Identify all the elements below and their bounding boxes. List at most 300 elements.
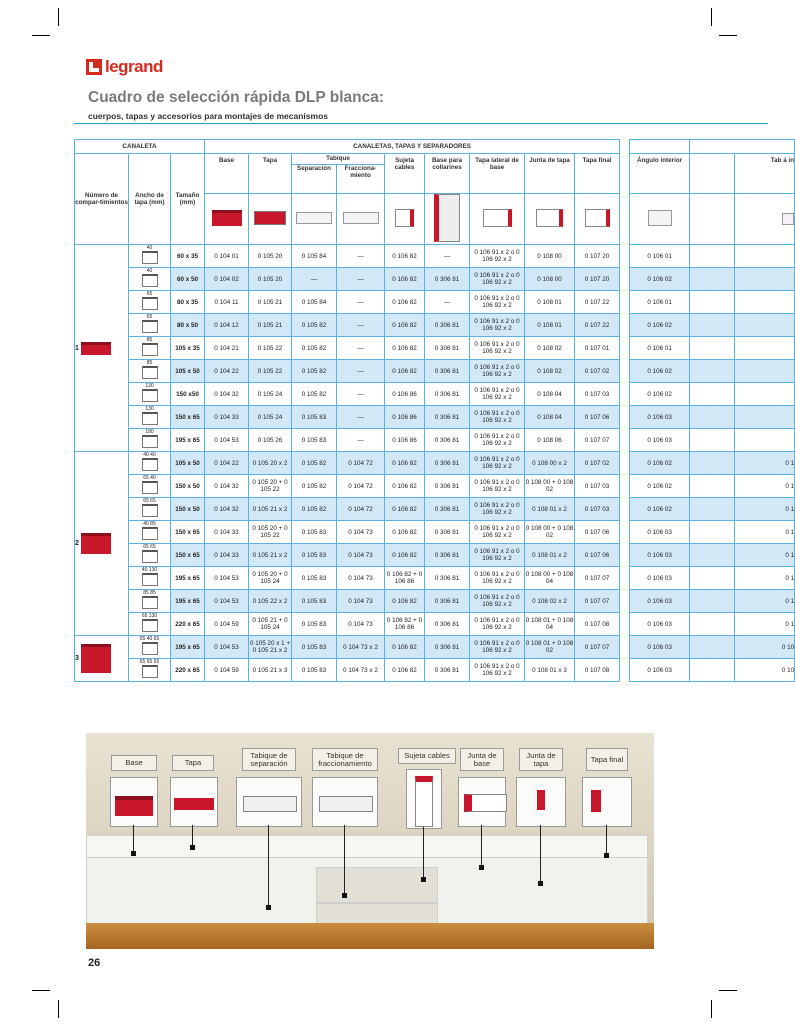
angulo-interior-icon — [648, 210, 672, 226]
angulo-cell: 0 106 03 — [630, 544, 690, 567]
col-partial: Tab á in — [735, 154, 795, 194]
section-profile-icon — [142, 366, 158, 379]
col-cell: 0 306 81 — [425, 314, 470, 337]
junta-cell: 0 108 00 + 0 108 02 — [525, 521, 575, 544]
section-label: 3 — [75, 655, 79, 663]
size-cell: 150 x 50 — [171, 498, 205, 521]
section-cell — [75, 245, 129, 452]
width-label: 65 — [146, 290, 153, 297]
sep-cell: 0 105 82 — [292, 314, 337, 337]
page-subtitle: cuerpos, tapas y accesorios para montajes de mecanismos — [88, 111, 328, 121]
frac-cell: — — [337, 406, 385, 429]
width-cell — [129, 337, 171, 360]
width-cell — [129, 383, 171, 406]
table-row — [75, 659, 795, 682]
base-cell: 0 104 32 — [205, 475, 249, 498]
table-row — [75, 337, 795, 360]
final-cell: 0 107 22 — [575, 291, 620, 314]
junta-cell: 0 108 00 x 2 — [525, 452, 575, 475]
angulo-cell: 0 106 01 — [630, 291, 690, 314]
suj-cell: 0 106 82 — [385, 521, 425, 544]
base-cell: 0 104 53 — [205, 636, 249, 659]
table-row — [75, 406, 795, 429]
partial-cell — [735, 314, 795, 337]
sep-cell: 0 105 84 — [292, 245, 337, 268]
sep-cell: 0 105 82 — [292, 452, 337, 475]
base-cell: 0 104 53 — [205, 590, 249, 613]
col-separacion: Separación — [292, 165, 337, 194]
suj-cell: 0 106 82 — [385, 360, 425, 383]
angulo-cell: 0 106 03 — [630, 567, 690, 590]
junta-cell: 0 108 02 x 2 — [525, 590, 575, 613]
tapa-cell: 0 105 24 — [249, 406, 292, 429]
table-body — [75, 245, 795, 682]
selection-table — [74, 139, 795, 682]
angulo-cell: 0 106 03 — [630, 590, 690, 613]
lat-cell: 0 106 91 x 2 o 0 106 92 x 2 — [470, 360, 525, 383]
crop-mark — [32, 990, 50, 991]
table-row — [75, 268, 795, 291]
base-cell: 0 104 12 — [205, 314, 249, 337]
lat-cell: 0 106 91 x 2 o 0 106 92 x 2 — [470, 567, 525, 590]
final-cell: 0 107 03 — [575, 498, 620, 521]
section-profile-icon — [142, 642, 158, 655]
partial-cell — [735, 383, 795, 406]
partial-icon — [782, 213, 794, 225]
suj-cell: 0 106 82 — [385, 659, 425, 682]
page-title: Cuadro de selección rápida DLP blanca: — [88, 89, 385, 106]
size-cell: 150 x 65 — [171, 406, 205, 429]
floor — [86, 923, 654, 949]
junta-cell: 0 108 02 — [525, 337, 575, 360]
lat-cell: 0 106 91 x 2 o 0 106 92 x 2 — [470, 245, 525, 268]
junta-cell: 0 108 01 + 0 108 04 — [525, 613, 575, 636]
crop-mark — [719, 35, 737, 36]
width-cell — [129, 452, 171, 475]
final-cell: 0 107 20 — [575, 245, 620, 268]
col-cell: 0 306 81 — [425, 429, 470, 452]
table-row — [75, 429, 795, 452]
frac-cell: 0 104 72 — [337, 498, 385, 521]
size-cell: 105 x 35 — [171, 337, 205, 360]
width-label: 40 — [146, 267, 153, 274]
size-cell: 195 x 65 — [171, 567, 205, 590]
brand-logo-icon — [86, 59, 102, 75]
suj-cell: 0 106 82 — [385, 544, 425, 567]
col-cell: 0 306 81 — [425, 544, 470, 567]
divider — [74, 123, 768, 124]
sep-cell: 0 105 82 — [292, 475, 337, 498]
junta-cell: 0 108 01 x 3 — [525, 659, 575, 682]
size-cell: 150 x50 — [171, 383, 205, 406]
lat-cell: 0 106 91 x 2 o 0 106 92 x 2 — [470, 429, 525, 452]
tapa-lateral-icon — [483, 209, 512, 227]
partial-cell — [735, 429, 795, 452]
frac-cell: 0 104 72 — [337, 475, 385, 498]
col-cell: 0 306 81 — [425, 475, 470, 498]
tapa-cell: 0 105 20 — [249, 268, 292, 291]
partial-cell: 0 10 — [735, 659, 795, 682]
final-cell: 0 107 07 — [575, 567, 620, 590]
width-label: 130 — [145, 405, 154, 412]
tapa-cell: 0 105 22 — [249, 337, 292, 360]
width-label: 65 — [146, 313, 153, 320]
frac-cell: 0 104 73 — [337, 567, 385, 590]
col-tapa: Tapa — [249, 154, 292, 194]
partial-cell — [735, 406, 795, 429]
sep-cell: 0 105 82 — [292, 360, 337, 383]
tapa-cell: 0 105 26 — [249, 429, 292, 452]
width-label: 65 40 — [143, 474, 156, 481]
section-profile-icon — [142, 320, 158, 333]
junta-cell: 0 108 06 — [525, 429, 575, 452]
width-cell — [129, 245, 171, 268]
section-profile-icon — [142, 550, 158, 563]
suj-cell: 0 106 86 — [385, 383, 425, 406]
tapa-cell: 0 105 20 + 0 105 24 — [249, 567, 292, 590]
junta-cell: 0 108 04 — [525, 406, 575, 429]
tapa-cell: 0 105 20 x 2 — [249, 452, 292, 475]
final-cell: 0 107 06 — [575, 406, 620, 429]
col-cell: 0 306 81 — [425, 383, 470, 406]
tapa-cell: 0 105 20 + 0 105 22 — [249, 521, 292, 544]
sep-cell: 0 105 82 — [292, 337, 337, 360]
base-cell: 0 104 33 — [205, 521, 249, 544]
final-cell: 0 107 08 — [575, 659, 620, 682]
width-cell — [129, 429, 171, 452]
col-tapa-final: Tapa final — [575, 154, 620, 194]
col-cell: 0 306 81 — [425, 590, 470, 613]
width-label: 85 85 — [143, 589, 156, 596]
size-cell: 60 x 35 — [171, 245, 205, 268]
suj-cell: 0 106 86 — [385, 429, 425, 452]
width-cell — [129, 659, 171, 682]
figure-label-fraccionamiento: Tabique de fraccionamiento — [312, 748, 378, 771]
col-cell: 0 306 81 — [425, 360, 470, 383]
crop-mark — [58, 1000, 59, 1018]
angulo-cell: 0 106 01 — [630, 337, 690, 360]
partial-cell: 0 1 — [735, 521, 795, 544]
junta-cell: 0 108 01 + 0 108 02 — [525, 636, 575, 659]
suj-cell: 0 106 82 — [385, 291, 425, 314]
lat-cell: 0 106 91 x 2 o 0 106 92 x 2 — [470, 452, 525, 475]
size-cell: 60 x 50 — [171, 268, 205, 291]
partial-cell: 0 1 — [735, 475, 795, 498]
suj-cell: 0 106 82 + 0 106 86 — [385, 613, 425, 636]
table-row — [75, 613, 795, 636]
junta-cell: 0 108 01 — [525, 314, 575, 337]
section-profile-icon — [142, 619, 158, 632]
lat-cell: 0 106 91 x 2 o 0 106 92 x 2 — [470, 590, 525, 613]
section-profile-icon — [142, 573, 158, 586]
junta-cell: 0 108 01 x 2 — [525, 544, 575, 567]
sep-cell: 0 105 83 — [292, 659, 337, 682]
final-cell: 0 107 06 — [575, 544, 620, 567]
final-cell: 0 107 03 — [575, 383, 620, 406]
size-cell: 220 x 65 — [171, 659, 205, 682]
fraccionamiento-icon — [343, 212, 379, 224]
suj-cell: 0 106 86 — [385, 406, 425, 429]
base-cell: 0 104 53 — [205, 429, 249, 452]
junta-tapa-image — [516, 777, 566, 827]
width-cell — [129, 268, 171, 291]
base-cell: 0 104 53 — [205, 567, 249, 590]
size-cell: 150 x 65 — [171, 521, 205, 544]
final-cell: 0 107 22 — [575, 314, 620, 337]
partial-cell — [735, 245, 795, 268]
frac-cell: 0 104 73 — [337, 590, 385, 613]
width-cell — [129, 636, 171, 659]
section-profile-icon — [142, 389, 158, 402]
final-cell: 0 107 20 — [575, 268, 620, 291]
col-ancho: Ancho de tapa (mm) — [129, 154, 171, 245]
width-label: 40 85 — [143, 520, 156, 527]
junta-cell: 0 108 00 + 0 108 02 — [525, 475, 575, 498]
final-cell: 0 107 02 — [575, 452, 620, 475]
col-cell: 0 306 81 — [425, 452, 470, 475]
table-row — [75, 521, 795, 544]
width-label: 40 40 — [143, 451, 156, 458]
width-label: 65 130 — [141, 612, 158, 619]
suj-cell: 0 106 82 — [385, 498, 425, 521]
sep-cell: 0 105 83 — [292, 636, 337, 659]
width-label: 65 65 — [143, 543, 156, 550]
partial-cell: 0 10 — [735, 636, 795, 659]
col-cell: — — [425, 291, 470, 314]
size-cell: 195 x 65 — [171, 590, 205, 613]
lat-cell: 0 106 91 x 2 o 0 106 92 x 2 — [470, 521, 525, 544]
col-tapa-lateral: Tapa lateral de base — [470, 154, 525, 194]
sep-cell: — — [292, 268, 337, 291]
tapa-cell: 0 105 21 x 2 — [249, 544, 292, 567]
section-trunking-icon — [81, 644, 111, 673]
figure-label-base: Base — [111, 755, 157, 771]
suj-cell: 0 106 82 — [385, 245, 425, 268]
junta-cell: 0 108 01 x 2 — [525, 498, 575, 521]
section-profile-icon — [142, 435, 158, 448]
frac-cell: 0 104 73 — [337, 613, 385, 636]
width-cell — [129, 498, 171, 521]
crop-mark — [711, 1000, 712, 1018]
final-cell: 0 107 02 — [575, 360, 620, 383]
angulo-cell: 0 106 03 — [630, 429, 690, 452]
table-row — [75, 314, 795, 337]
col-base: Base — [205, 154, 249, 194]
lat-cell: 0 106 91 x 2 o 0 106 92 x 2 — [470, 659, 525, 682]
col-cell: — — [425, 245, 470, 268]
group-header-canaleta: CANALETA — [75, 140, 205, 154]
fraccionamiento-image — [312, 777, 378, 827]
angulo-cell: 0 106 03 — [630, 406, 690, 429]
tapa-cell: 0 105 22 x 2 — [249, 590, 292, 613]
section-profile-icon — [142, 504, 158, 517]
col-cell: 0 306 81 — [425, 521, 470, 544]
figure-label-tapa: Tapa — [172, 755, 214, 771]
col-cell: 0 306 81 — [425, 268, 470, 291]
crop-mark — [58, 8, 59, 26]
frac-cell: 0 104 73 x 2 — [337, 636, 385, 659]
final-cell: 0 107 07 — [575, 590, 620, 613]
section-trunking-icon — [81, 533, 111, 554]
sep-cell: 0 105 83 — [292, 567, 337, 590]
section-profile-icon — [142, 481, 158, 494]
section-label: 1 — [75, 344, 79, 352]
size-cell: 195 x 65 — [171, 429, 205, 452]
tapa-cell: 0 105 21 x 3 — [249, 659, 292, 682]
base-cell: 0 104 22 — [205, 360, 249, 383]
col-fraccionamiento: Fracciona-miento — [337, 165, 385, 194]
angulo-cell: 0 106 03 — [630, 659, 690, 682]
col-cell: 0 306 81 — [425, 406, 470, 429]
suj-cell: 0 106 82 — [385, 337, 425, 360]
width-label: 40 130 — [141, 566, 158, 573]
col-tamano: Tamaño (mm) — [171, 154, 205, 245]
col-cell: 0 306 81 — [425, 567, 470, 590]
size-cell: 150 x 50 — [171, 475, 205, 498]
lat-cell: 0 106 91 x 2 o 0 106 92 x 2 — [470, 383, 525, 406]
lat-cell: 0 106 91 x 2 o 0 106 92 x 2 — [470, 636, 525, 659]
angulo-cell: 0 106 01 — [630, 245, 690, 268]
width-label: 40 — [146, 244, 153, 251]
lat-cell: 0 106 91 x 2 o 0 106 92 x 2 — [470, 314, 525, 337]
base-cell: 0 104 59 — [205, 659, 249, 682]
section-label: 2 — [75, 540, 79, 548]
final-cell: 0 107 01 — [575, 337, 620, 360]
tapa-cell: 0 105 20 x 1 + 0 105 21 x 2 — [249, 636, 292, 659]
figure-label-sujeta: Sujeta cables — [398, 748, 456, 764]
lat-cell: 0 106 91 x 2 o 0 106 92 x 2 — [470, 291, 525, 314]
width-label: 130 — [145, 382, 154, 389]
frac-cell: — — [337, 245, 385, 268]
junta-cell: 0 108 00 — [525, 245, 575, 268]
partial-cell — [735, 291, 795, 314]
sep-cell: 0 105 83 — [292, 521, 337, 544]
sep-cell: 0 105 83 — [292, 613, 337, 636]
suj-cell: 0 106 82 — [385, 314, 425, 337]
section-trunking-icon — [81, 342, 111, 355]
partial-cell: 0 1 — [735, 544, 795, 567]
suj-cell: 0 106 82 — [385, 268, 425, 291]
width-cell — [129, 291, 171, 314]
table-row — [75, 452, 795, 475]
tapa-cell: 0 105 21 — [249, 314, 292, 337]
sujeta-image — [406, 769, 442, 829]
frac-cell: — — [337, 314, 385, 337]
tapa-cell: 0 105 24 — [249, 383, 292, 406]
tapa-final-image — [582, 777, 632, 827]
figure-label-separacion: Tabique de separación — [242, 748, 296, 771]
base-cell: 0 104 01 — [205, 245, 249, 268]
frac-cell: — — [337, 383, 385, 406]
suj-cell: 0 106 82 — [385, 452, 425, 475]
table-row — [75, 360, 795, 383]
lat-cell: 0 106 91 x 2 o 0 106 92 x 2 — [470, 613, 525, 636]
size-cell: 80 x 50 — [171, 314, 205, 337]
sujeta-cables-icon — [395, 209, 414, 227]
lat-cell: 0 106 91 x 2 o 0 106 92 x 2 — [470, 544, 525, 567]
final-cell: 0 107 07 — [575, 429, 620, 452]
sep-cell: 0 105 82 — [292, 383, 337, 406]
col-sujeta: Sujeta cables — [385, 154, 425, 194]
crop-mark — [711, 8, 712, 26]
partial-cell: 0 1 — [735, 590, 795, 613]
table-row — [75, 590, 795, 613]
width-cell — [129, 475, 171, 498]
table-row — [75, 291, 795, 314]
partial-cell: 0 1 — [735, 498, 795, 521]
separacion-icon — [296, 212, 332, 224]
table-row — [75, 245, 795, 268]
angulo-cell: 0 106 02 — [630, 268, 690, 291]
section-profile-icon — [142, 527, 158, 540]
junta-cell: 0 108 02 — [525, 360, 575, 383]
suj-cell: 0 106 82 — [385, 636, 425, 659]
group-header-canaletas: CANALETAS, TAPAS Y SEPARADORES — [205, 140, 620, 154]
angulo-cell: 0 106 02 — [630, 383, 690, 406]
size-cell: 195 x 65 — [171, 636, 205, 659]
base-collarines-icon — [434, 194, 460, 242]
width-cell — [129, 567, 171, 590]
lat-cell: 0 106 91 x 2 o 0 106 92 x 2 — [470, 498, 525, 521]
sep-cell: 0 105 83 — [292, 590, 337, 613]
frac-cell: 0 104 73 — [337, 544, 385, 567]
crop-mark — [32, 35, 50, 36]
lat-cell: 0 106 91 x 2 o 0 106 92 x 2 — [470, 268, 525, 291]
partial-cell — [735, 268, 795, 291]
table-row — [75, 567, 795, 590]
width-cell — [129, 544, 171, 567]
sep-cell: 0 105 83 — [292, 429, 337, 452]
width-cell — [129, 590, 171, 613]
partial-cell: 0 1 — [735, 613, 795, 636]
angulo-cell: 0 106 02 — [630, 314, 690, 337]
base-cell: 0 104 33 — [205, 406, 249, 429]
suj-cell: 0 106 82 — [385, 590, 425, 613]
col-junta: Junta de tapa — [525, 154, 575, 194]
final-cell: 0 107 03 — [575, 475, 620, 498]
col-cell: 0 306 81 — [425, 337, 470, 360]
base-image — [110, 777, 158, 827]
trunking-illustration — [86, 835, 648, 859]
col-cell: 0 306 81 — [425, 613, 470, 636]
col-compartimientos: Número de compar-timientos — [75, 154, 129, 245]
table-row — [75, 383, 795, 406]
angulo-cell: 0 106 02 — [630, 452, 690, 475]
frac-cell: 0 104 73 x 2 — [337, 659, 385, 682]
width-label: 85 — [146, 359, 153, 366]
col-cell: 0 306 81 — [425, 498, 470, 521]
sep-cell: 0 105 83 — [292, 406, 337, 429]
section-profile-icon — [142, 412, 158, 425]
base-cell: 0 104 32 — [205, 498, 249, 521]
angulo-cell: 0 106 02 — [630, 475, 690, 498]
frac-cell: — — [337, 429, 385, 452]
base-cell: 0 104 11 — [205, 291, 249, 314]
figure-label-junta-tapa: Junta de tapa — [519, 748, 563, 771]
product-figure — [86, 733, 654, 949]
tapa-cell: 0 105 21 + 0 105 24 — [249, 613, 292, 636]
suj-cell: 0 106 82 — [385, 475, 425, 498]
width-cell — [129, 360, 171, 383]
size-cell: 105 x 50 — [171, 452, 205, 475]
base-cell: 0 104 02 — [205, 268, 249, 291]
partial-cell: 0 1 — [735, 567, 795, 590]
tapa-image — [170, 777, 218, 827]
width-label: 180 — [145, 428, 154, 435]
separacion-image — [236, 777, 302, 827]
angulo-cell: 0 106 03 — [630, 613, 690, 636]
junta-base-image — [458, 777, 506, 827]
